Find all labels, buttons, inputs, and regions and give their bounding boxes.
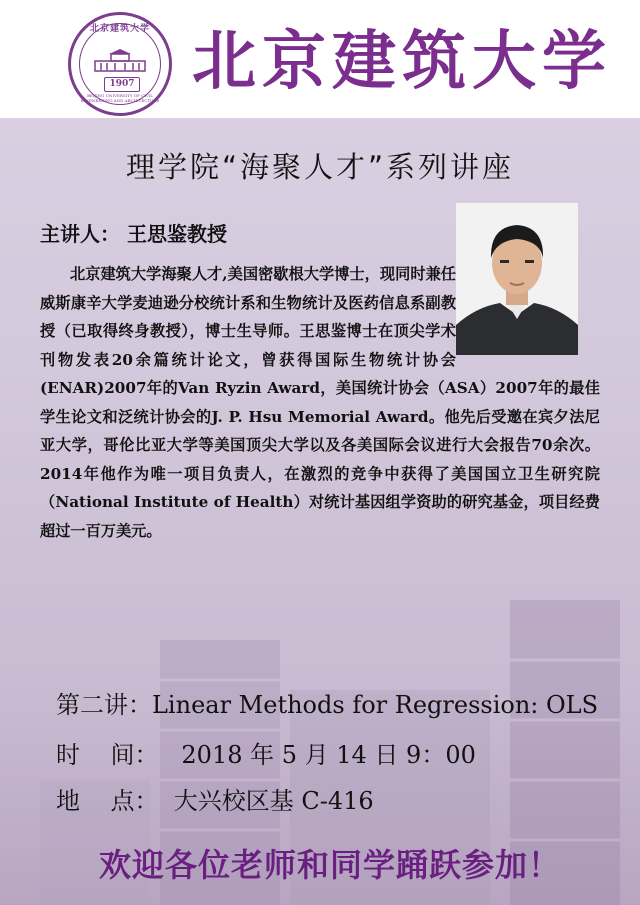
logo-year-badge: 1907: [104, 77, 140, 92]
university-logo: [68, 12, 172, 116]
speaker-bio: 北京建筑大学海聚人才,美国密歇根大学博士，现同时兼任威斯康辛大学麦迪逊分校统计系和生物统计及医药信息系副教授（已取得终身教授），博士生导师。王思鉴博士在顶尖学术刊物发表20余篇统计论文，曾获得国际生物统计协会(ENAR)2007年的Van Ryzin Award，美国统计协会（ASA）2007年的最佳学生论文和泛统计协会的J. P. Hsu Memorial Award。他先后受邀在宾夕法尼亚大学，哥伦比亚大学等美国顶尖大学以及各美国际会议进行大会报告70余次。2014年他作为唯一项目负责人，在激烈的竞争中获得了美国国立卫生研究院（National Institute of Health）对统计基因组学资助的研究基金，项目经费超过一百万美元。: [40, 265, 600, 540]
lecture-location: 地 点： 大兴校区基 C-416: [56, 787, 374, 815]
header-banner: [0, 0, 640, 118]
logo-subtitle: BEIJING UNIVERSITY OF CIVIL ENGINEERING AND ARCHITECTURE: [80, 93, 160, 103]
lecture-topic: 第二讲：Linear Methods for Regression: OLS: [56, 691, 599, 719]
speaker-bio-container: [40, 260, 600, 545]
university-name: 北京建筑大学: [192, 25, 612, 99]
logo-arc-text: 北京建筑大学: [89, 24, 150, 34]
closing-invitation: 欢迎各位老师和同学踊跃参加！: [98, 846, 561, 884]
lecture-time: 时 间： 2018 年 5 月 14 日 9：00: [56, 741, 476, 769]
photo-wrap-spacer: [456, 260, 600, 356]
lecture-series-title: 理学院“海聚人才”系列讲座: [125, 150, 515, 184]
building-icon: [93, 49, 147, 73]
speaker-label: 主讲人： 王思鉴教授: [40, 222, 227, 246]
